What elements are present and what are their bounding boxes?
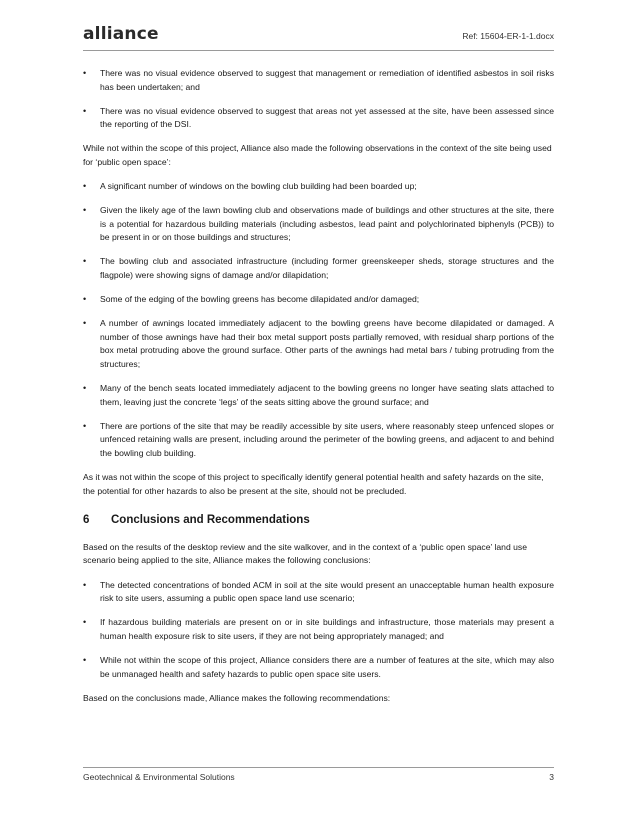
section-heading [83,514,554,528]
list-item: • While not within the scope of this project, Alliance considers there are a number of features at the site, which may also be unmanaged health and safety hazards to public open space site users. [83,654,554,681]
section-title: Conclusions and Recommendations [111,514,310,527]
list-item: • There was no visual evidence observed to suggest that management or remediation of identified asbestos in soil risks has been undertaken; and [83,67,554,94]
page-content [83,67,554,716]
page-number: 3 [549,772,554,782]
paragraph-observations-intro: While not within the scope of this project, Alliance also made the following observations in the context of the site being used for ‘public open space’: [83,143,552,167]
alliance-logo: alliance [83,24,159,44]
list-item: • A significant number of windows on the bowling club building had been boarded up; [83,180,554,194]
bullet-list-top [83,67,554,132]
footer-company-tagline: Geotechnical & Environmental Solutions [83,772,235,782]
list-item: • The bowling club and associated infrastructure (including former greenskeeper sheds, storage structures and the flagpole) were showing signs of damage and/or dilapidation; [83,255,554,282]
list-item: • Given the likely age of the lawn bowling club and observations made of buildings and other structures at the site, there is a potential for hazardous building materials (including asbestos, lead paint and polychlorinated biphenyls (PCB)) to be present in or on those buildings and structures; [83,204,554,245]
paragraph-conclusions-intro: Based on the results of the desktop review and the site walkover, and in the context of a ‘public open space’ land use scenario being applied to the site, Alliance makes the following conclusions: [83,541,527,566]
list-item: • A number of awnings located immediately adjacent to the bowling greens have become dilapidated or damaged. A number of those awnings have had their box metal support posts partially removed, with residual sharp portions of the box metal protruding above the ground surface. Other parts of the awnings had metal bars / tubing protruding from the structures; [83,317,554,371]
list-item: • The detected concentrations of bonded ACM in soil at the site would present an unacceptable human health exposure risk to site users, assuming a public open space land use scenario; [83,579,554,606]
list-item: • Many of the bench seats located immediately adjacent to the bowling greens no longer have seating slats attached to them, leaving just the concrete ‘legs’ of the seats sitting above the ground surface; and [83,382,554,409]
list-item: • There are portions of the site that may be readily accessible by site users, where reasonably steep unfenced slopes or unfenced retaining walls are present, including around the perimeter of the bowling greens, and adjacent to and behind the bowling club building. [83,420,554,461]
paragraph-recommendations-intro: Based on the conclusions made, Alliance makes the following recommendations: [83,692,391,703]
page-header [83,24,554,51]
section-number: 6 [83,514,90,527]
document-reference: Ref: 15604-ER-1-1.docx [462,31,554,41]
bullet-list-conclusions [83,579,554,682]
paragraph-scope: As it was not within the scope of this project to specifically identify general potential health and safety hazards on the site, the potential for other hazards to also be present at the site, should not be precluded. [83,472,544,496]
bullet-list-observations [83,180,554,461]
list-item: • There was no visual evidence observed to suggest that areas not yet assessed at the site, have been assessed since the reporting of the DSI. [83,105,554,132]
list-item: • Some of the edging of the bowling greens has become dilapidated and/or damaged; [83,293,554,307]
list-item: • If hazardous building materials are present on or in site buildings and infrastructure, those materials may present a human health exposure risk to site users, if they are not being appropriately managed; and [83,616,554,643]
page-footer [83,767,554,782]
